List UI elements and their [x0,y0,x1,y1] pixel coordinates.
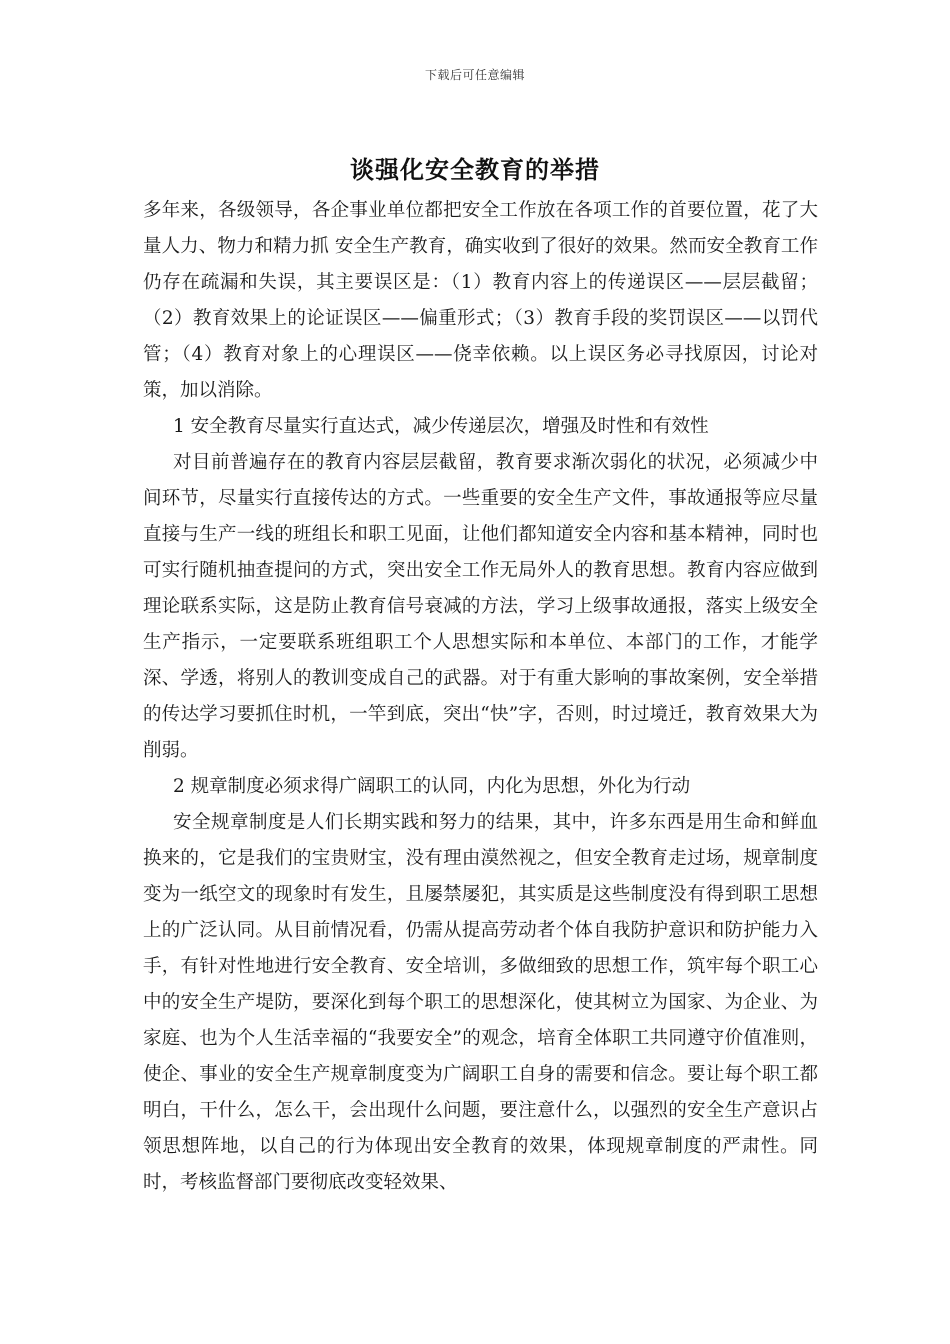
section-1-paragraph: 对目前普遍存在的教育内容层层截留，教育要求渐次弱化的状况，必须减少中间环节，尽量实行直接传达的方式。一些重要的安全生产文件，事故通报等应尽量直接与生产一线的班组长和职工见面，让他们都知道安全内容和基本精神，同时也可实行随机抽查提问的方式，突出安全工作无局外人的教育思想。教育内容应做到理论联系实际，这是防止教育信号衰减的方法，学习上级事故通报，落实上级安全生产指示，一定要联系班组职工个人思想实际和本单位、本部门的工作，才能学深、学透，将别人的教训变成自己的武器。对于有重大影响的事故案例，安全举措的传达学习要抓住时机，一竿到底，突出“快”字，否则，时过境迁，教育效果大为削弱。 [143,452,818,761]
header-note: 下载后可任意编辑 [424,68,525,82]
document-title: 谈强化安全教育的举措 [350,155,600,184]
section-heading-1: 1 安全教育尽量实行直达式，减少传递层次，增强及时性和有效性 [173,416,709,437]
section-heading-2: 2 规章制度必须求得广阔职工的认同，内化为思想，外化为行动 [173,776,691,797]
section-2-paragraph: 安全规章制度是人们长期实践和努力的结果，其中，许多东西是用生命和鲜血换来的，它是我们的宝贵财宝，没有理由漠然视之，但安全教育走过场，规章制度变为一纸空文的现象时有发生，且屡禁屡犯，其实质是这些制度没有得到职工思想上的广泛认同。从目前情况看，仍需从提高劳动者个体自我防护意识和防护能力入手，有针对性地进行安全教育、安全培训，多做细致的思想工作，筑牢每个职工心中的安全生产堤防，要深化到每个职工的思想深化，使其树立为国家、为企业、为家庭、也为个人生活幸福的“我要安全”的观念，培育全体职工共同遵守价值准则，使企、事业的安全生产规章制度变为广阔职工自身的需要和信念。要让每个职工都明白，干什么，怎么干，会出现什么问题，要注意什么，以强烈的安全生产意识占领思想阵地，以自己的行为体现出安全教育的效果，体现规章制度的严肃性。同时，考核监督部门要彻底改变轻效果、 [143,812,818,1193]
intro-paragraph: 多年来，各级领导，各企事业单位都把安全工作放在各项工作的首要位置，花了大量人力、物力和精力抓 安全生产教育，确实收到了很好的效果。然而安全教育工作仍存在疏漏和失误，其主要误区是：（1）教育内容上的传递误区——层层截留；（2）教育效果上的论证误区——偏重形式；（3）教育手段的奖罚误区——以罚代管；（4）教育对象上的心理误区——侥幸依赖。以上误区务必寻找原因，讨论对策，加以消除。 [143,200,818,401]
document-body [143,193,818,1201]
